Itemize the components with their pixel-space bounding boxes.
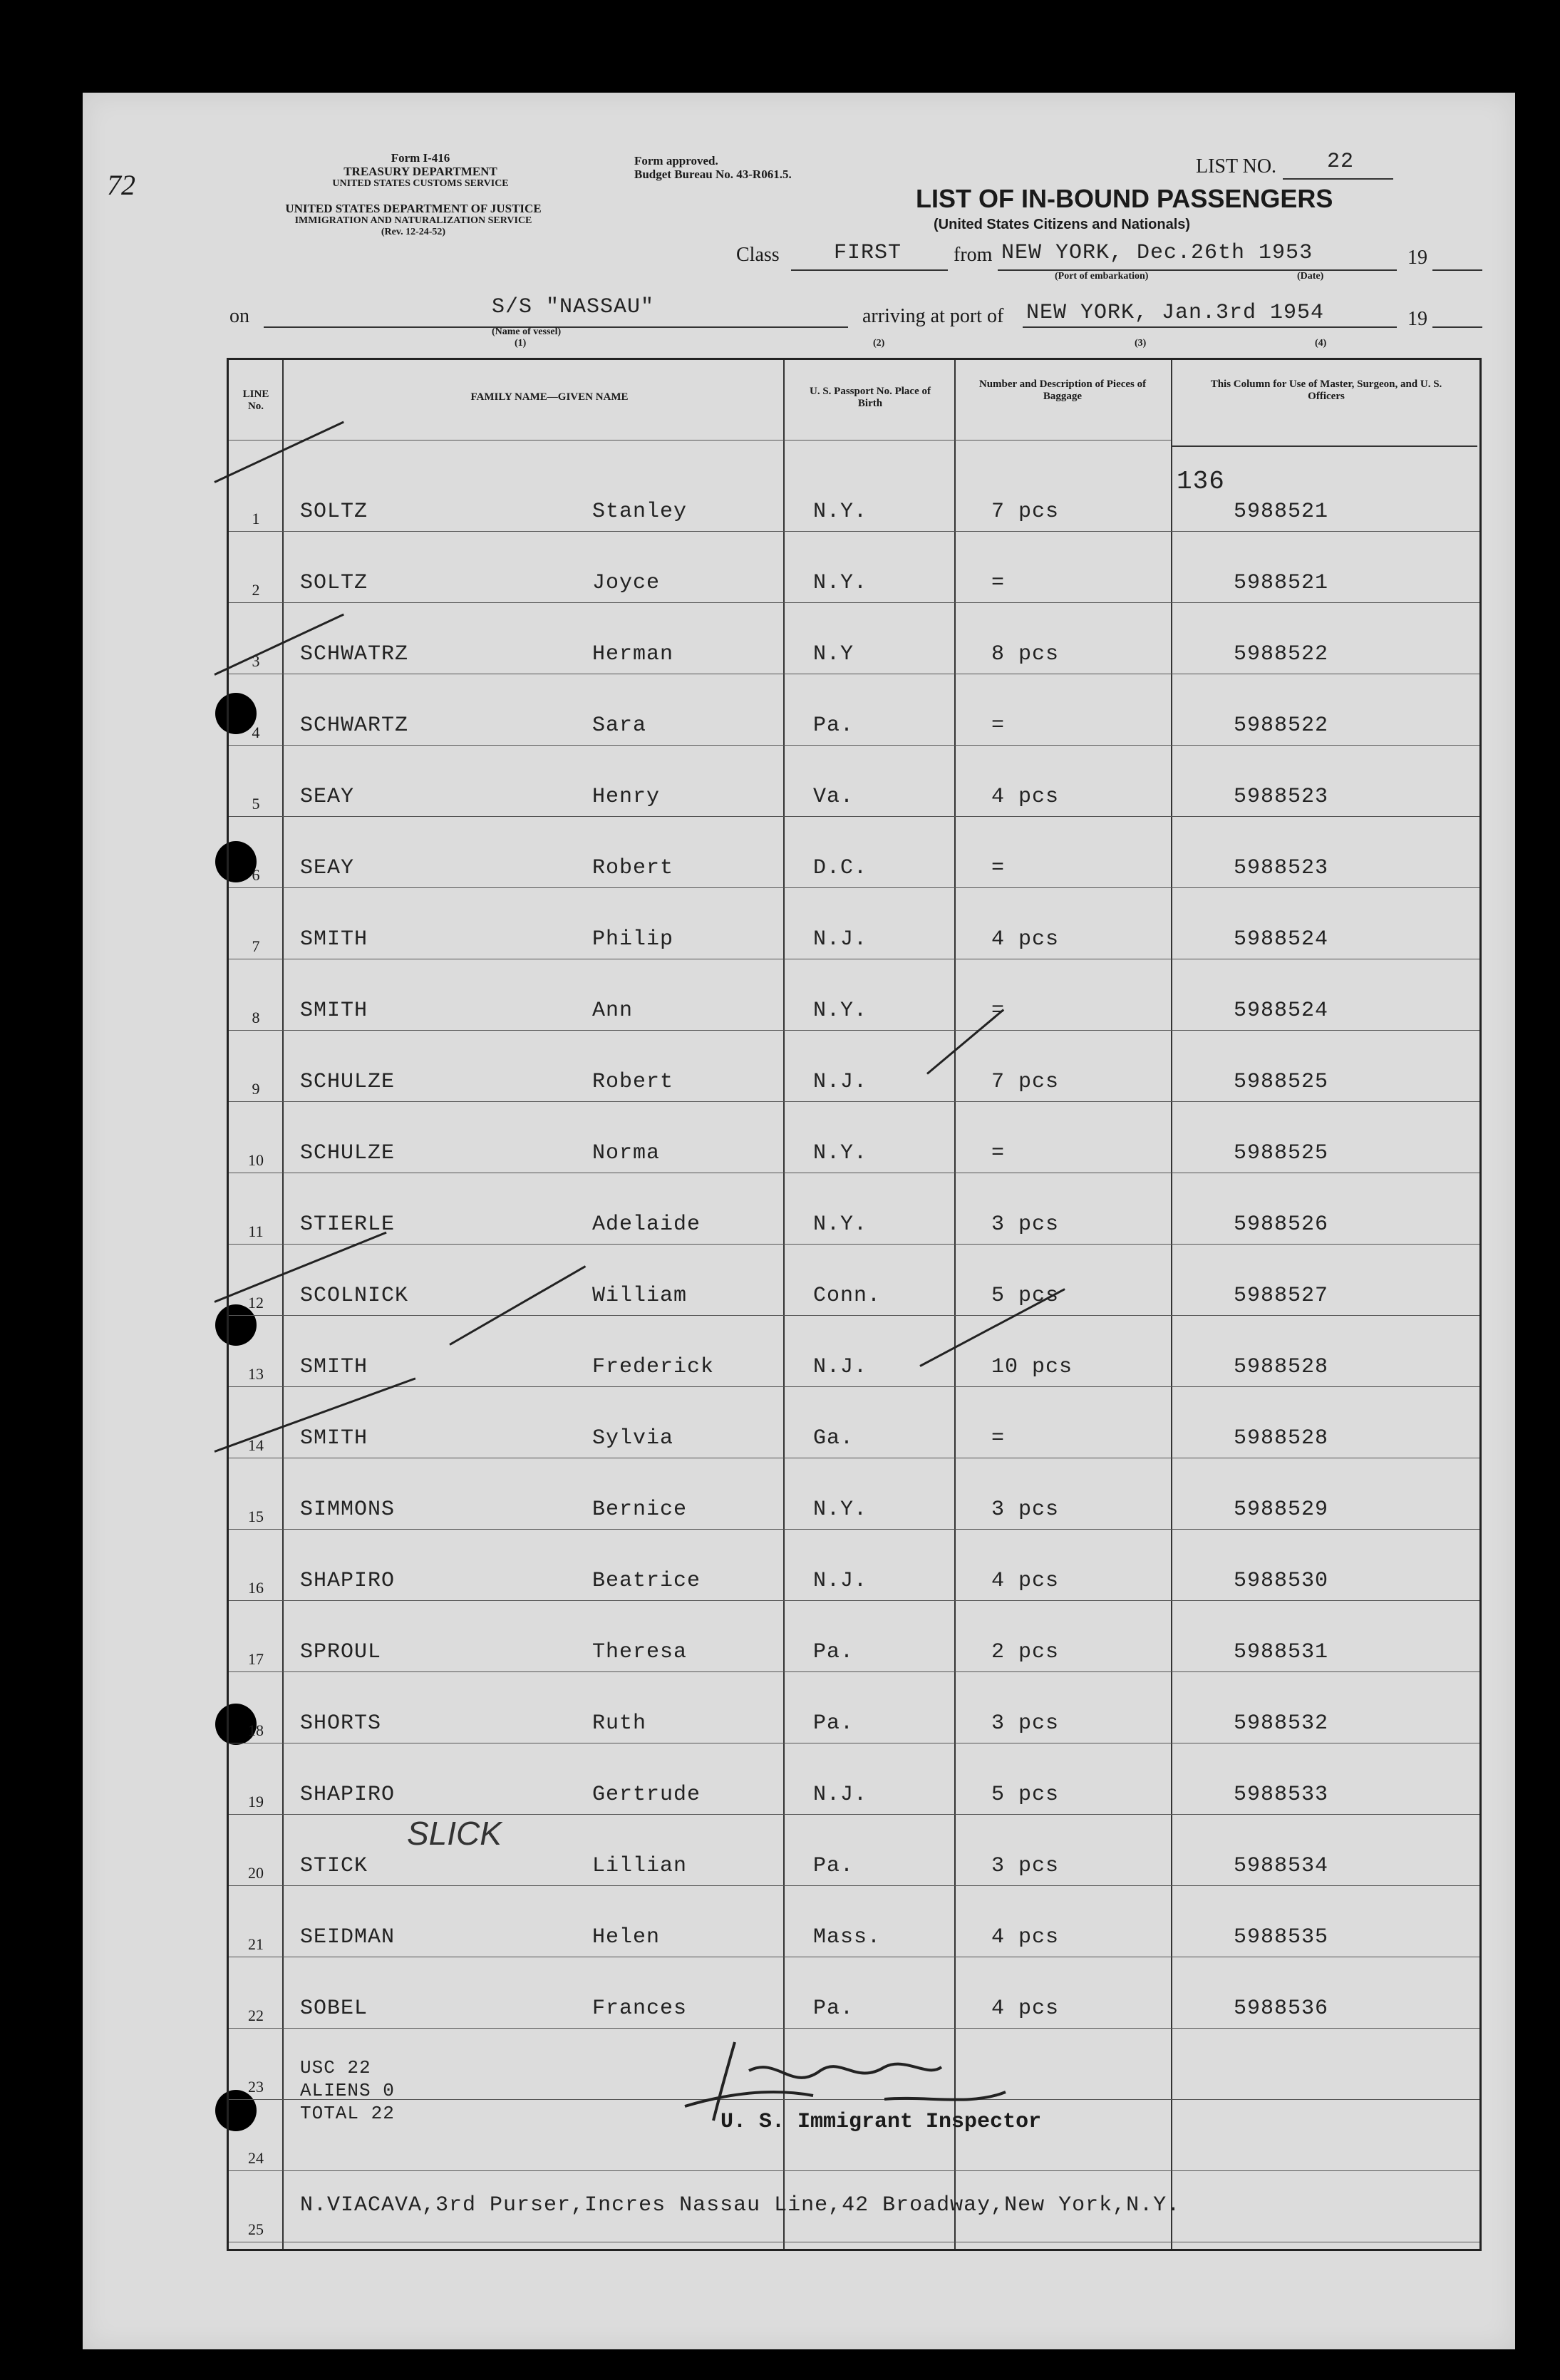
place-of-birth: N.Y. bbox=[813, 1498, 868, 1522]
col2-caption: (2) bbox=[873, 338, 885, 349]
place-of-birth: Ga. bbox=[813, 1426, 854, 1451]
place-of-birth: Conn. bbox=[813, 1284, 882, 1308]
list-label: LIST NO. bbox=[1196, 155, 1277, 177]
given-name: Philip bbox=[592, 927, 674, 952]
baggage: = bbox=[991, 1141, 1006, 1165]
summary-total: TOTAL 22 bbox=[300, 2103, 395, 2124]
officer-number: 5988530 bbox=[1234, 1569, 1329, 1593]
officer-number: 5988525 bbox=[1234, 1141, 1329, 1165]
line-number: 1 bbox=[252, 510, 260, 527]
place-of-birth: Pa. bbox=[813, 1854, 854, 1878]
line-number: 23 bbox=[248, 2078, 264, 2096]
place-of-birth: Pa. bbox=[813, 1640, 854, 1664]
line-number: 8 bbox=[252, 1009, 260, 1026]
given-name: Frederick bbox=[592, 1355, 715, 1379]
officer-number: 5988534 bbox=[1234, 1854, 1329, 1878]
given-name: Bernice bbox=[592, 1498, 688, 1522]
purser-line: N.VIACAVA,3rd Purser,Incres Nassau Line,42 Broadway,New York,N.Y. bbox=[300, 2193, 1181, 2217]
table-row bbox=[229, 1030, 1479, 1102]
line-number: 11 bbox=[248, 1222, 264, 1240]
line-number: 15 bbox=[248, 1508, 264, 1525]
place-of-birth: Va. bbox=[813, 785, 854, 809]
line-number: 17 bbox=[248, 1650, 264, 1668]
given-name: Sylvia bbox=[592, 1426, 674, 1451]
form-number: Form I-416 bbox=[391, 151, 450, 165]
baggage: = bbox=[991, 856, 1006, 880]
baggage: = bbox=[991, 999, 1006, 1023]
side-note: 136 bbox=[1177, 467, 1225, 496]
table-row bbox=[229, 531, 1479, 603]
ins-service: IMMIGRATION AND NATURALIZATION SERVICE bbox=[294, 215, 532, 226]
place-of-birth: N.Y bbox=[813, 642, 854, 666]
table-row bbox=[229, 1885, 1479, 1957]
handwritten-list-mark: 72 bbox=[107, 169, 135, 201]
family-name: SOBEL bbox=[300, 1997, 368, 2021]
place-of-birth: N.Y. bbox=[813, 500, 868, 524]
family-name: SCHULZE bbox=[300, 1070, 396, 1094]
officer-number: 5988526 bbox=[1234, 1212, 1329, 1237]
given-name: Norma bbox=[592, 1141, 661, 1165]
table-row bbox=[229, 887, 1479, 959]
given-name: Stanley bbox=[592, 500, 688, 524]
header-line-no: LINE No. bbox=[242, 388, 269, 412]
revision: (Rev. 12-24-52) bbox=[381, 227, 446, 237]
baggage: 4 pcs bbox=[991, 1997, 1060, 2021]
given-name: Henry bbox=[592, 785, 661, 809]
officer-number: 5988533 bbox=[1234, 1783, 1329, 1807]
family-name: SCHULZE bbox=[300, 1141, 396, 1165]
baggage: 10 pcs bbox=[991, 1355, 1073, 1379]
line-number: 5 bbox=[252, 795, 260, 813]
baggage: 5 pcs bbox=[991, 1284, 1060, 1308]
place-of-birth: N.J. bbox=[813, 1783, 868, 1807]
family-name: SEAY bbox=[300, 856, 355, 880]
table-row bbox=[229, 1101, 1479, 1173]
family-name: SIMMONS bbox=[300, 1498, 396, 1522]
given-name: Robert bbox=[592, 856, 674, 880]
approval-info bbox=[634, 154, 792, 181]
given-name: Herman bbox=[592, 642, 674, 666]
header-baggage: Number and Description of Pieces of Baggage bbox=[978, 378, 1147, 402]
officer-number: 5988523 bbox=[1234, 785, 1329, 809]
baggage: 3 pcs bbox=[991, 1212, 1060, 1237]
col4-caption: (4) bbox=[1315, 338, 1327, 349]
year-prefix-2: 19 bbox=[1407, 308, 1427, 330]
officer-number: 5988531 bbox=[1234, 1640, 1329, 1664]
baggage: = bbox=[991, 714, 1006, 738]
line-number: 25 bbox=[248, 2220, 264, 2238]
place-of-birth: N.J. bbox=[813, 1355, 868, 1379]
given-name: Lillian bbox=[592, 1854, 688, 1878]
table-row bbox=[229, 1173, 1479, 1245]
table-row bbox=[229, 602, 1479, 674]
line-number: 4 bbox=[252, 723, 260, 741]
header-name: FAMILY NAME—GIVEN NAME bbox=[470, 391, 629, 403]
table-row bbox=[229, 1458, 1479, 1530]
officer-number: 5988525 bbox=[1234, 1070, 1329, 1094]
family-name: SEIDMAN bbox=[300, 1925, 396, 1949]
place-of-birth: N.Y. bbox=[813, 999, 868, 1023]
from-value: NEW YORK, Dec.26th 1953 bbox=[1001, 241, 1313, 265]
family-name: STIERLE bbox=[300, 1212, 396, 1237]
summary-block bbox=[300, 2056, 395, 2125]
line-number: 2 bbox=[252, 581, 260, 599]
from-label: from bbox=[954, 244, 993, 266]
family-name: SHORTS bbox=[300, 1711, 382, 1736]
family-name: SCHWATRZ bbox=[300, 642, 409, 666]
given-name: Frances bbox=[592, 1997, 688, 2021]
line-number: 18 bbox=[248, 1721, 264, 1739]
table-row bbox=[229, 816, 1479, 888]
line-number: 20 bbox=[248, 1864, 264, 1882]
place-of-birth: N.Y. bbox=[813, 571, 868, 595]
table-row bbox=[229, 959, 1479, 1031]
family-name: SCHWARTZ bbox=[300, 714, 409, 738]
line-number: 21 bbox=[248, 1935, 264, 1953]
place-of-birth: N.J. bbox=[813, 1569, 868, 1593]
line-number: 3 bbox=[252, 652, 260, 670]
page-subtitle: (United States Citizens and Nationals) bbox=[934, 217, 1191, 232]
baggage: 4 pcs bbox=[991, 1925, 1060, 1949]
line-number: 24 bbox=[248, 2149, 264, 2167]
form-info bbox=[314, 151, 527, 190]
given-name: Gertrude bbox=[592, 1783, 701, 1807]
line-number: 12 bbox=[248, 1294, 264, 1312]
line-number: 19 bbox=[248, 1793, 264, 1810]
line-number: 9 bbox=[252, 1080, 260, 1098]
col1-caption: (1) bbox=[515, 338, 527, 349]
class-label: Class bbox=[736, 244, 780, 266]
place-of-birth: Pa. bbox=[813, 714, 854, 738]
baggage: 7 pcs bbox=[991, 500, 1060, 524]
table-row bbox=[229, 1244, 1479, 1316]
class-value: FIRST bbox=[834, 241, 902, 265]
line-number: 10 bbox=[248, 1151, 264, 1169]
officer-number: 5988521 bbox=[1234, 500, 1329, 524]
line-number: 13 bbox=[248, 1365, 264, 1383]
inspector-title: U. S. Immigrant Inspector bbox=[720, 2110, 1042, 2134]
baggage: 4 pcs bbox=[991, 785, 1060, 809]
customs-service: UNITED STATES CUSTOMS SERVICE bbox=[332, 178, 509, 189]
justice-dept: UNITED STATES DEPARTMENT OF JUSTICE bbox=[285, 202, 542, 215]
given-name: Beatrice bbox=[592, 1569, 701, 1593]
given-name: Adelaide bbox=[592, 1212, 701, 1237]
line-number: 14 bbox=[248, 1436, 264, 1454]
summary-usc: USC 22 bbox=[300, 2057, 371, 2078]
officer-number: 5988528 bbox=[1234, 1426, 1329, 1451]
baggage: = bbox=[991, 1426, 1006, 1451]
col3-caption: (3) bbox=[1135, 338, 1147, 349]
officer-number: 5988522 bbox=[1234, 642, 1329, 666]
baggage: 7 pcs bbox=[991, 1070, 1060, 1094]
line-number: 16 bbox=[248, 1579, 264, 1597]
table-row bbox=[229, 745, 1479, 817]
family-name: SOLTZ bbox=[300, 571, 368, 595]
officer-number: 5988521 bbox=[1234, 571, 1329, 595]
table-row bbox=[229, 674, 1479, 746]
family-name: SMITH bbox=[300, 999, 368, 1023]
list-number: 22 bbox=[1327, 150, 1355, 174]
given-name: Helen bbox=[592, 1925, 661, 1949]
passenger-table bbox=[227, 358, 1482, 2251]
table-row bbox=[229, 1600, 1479, 1672]
table-row bbox=[229, 1529, 1479, 1601]
family-name: SOLTZ bbox=[300, 500, 368, 524]
vessel-name: S/S "NASSAU" bbox=[492, 295, 655, 319]
arriving-label: arriving at port of bbox=[862, 305, 1004, 327]
family-name: SMITH bbox=[300, 927, 368, 952]
baggage: 8 pcs bbox=[991, 642, 1060, 666]
header-passport: U. S. Passport No. Place of Birth bbox=[810, 386, 931, 409]
family-name: SHAPIRO bbox=[300, 1569, 396, 1593]
given-name: Ann bbox=[592, 999, 634, 1023]
place-of-birth: N.Y. bbox=[813, 1141, 868, 1165]
officer-number: 5988524 bbox=[1234, 927, 1329, 952]
given-name: Theresa bbox=[592, 1640, 688, 1664]
officer-number: 5988535 bbox=[1234, 1925, 1329, 1949]
family-name: SHAPIRO bbox=[300, 1783, 396, 1807]
form-approved: Form approved. bbox=[634, 154, 718, 168]
baggage: 3 pcs bbox=[991, 1711, 1060, 1736]
budget-bureau: Budget Bureau No. 43-R061.5. bbox=[634, 168, 792, 181]
line-number: 22 bbox=[248, 2006, 264, 2024]
officer-number: 5988536 bbox=[1234, 1997, 1329, 2021]
officer-number: 5988524 bbox=[1234, 999, 1329, 1023]
handwritten-correction: SLICK bbox=[407, 1815, 502, 1852]
on-label: on bbox=[229, 305, 249, 327]
baggage: 3 pcs bbox=[991, 1498, 1060, 1522]
line-number: 7 bbox=[252, 937, 260, 955]
family-name: SMITH bbox=[300, 1426, 368, 1451]
officer-number: 5988522 bbox=[1234, 714, 1329, 738]
table-row bbox=[229, 1743, 1479, 1815]
year-prefix: 19 bbox=[1407, 247, 1427, 269]
given-name: Robert bbox=[592, 1070, 674, 1094]
family-name: SMITH bbox=[300, 1355, 368, 1379]
given-name: Ruth bbox=[592, 1711, 647, 1736]
officer-number: 5988529 bbox=[1234, 1498, 1329, 1522]
table-row bbox=[229, 1957, 1479, 2029]
line-number: 6 bbox=[252, 866, 260, 884]
baggage: 3 pcs bbox=[991, 1854, 1060, 1878]
table-row bbox=[229, 1671, 1479, 1743]
given-name: William bbox=[592, 1284, 688, 1308]
summary-aliens: ALIENS 0 bbox=[300, 2080, 395, 2101]
department: TREASURY DEPARTMENT bbox=[343, 165, 497, 178]
page-title: LIST OF IN-BOUND PASSENGERS bbox=[916, 184, 1333, 213]
place-of-birth: Mass. bbox=[813, 1925, 882, 1949]
officer-number: 5988527 bbox=[1234, 1284, 1329, 1308]
family-name: SPROUL bbox=[300, 1640, 382, 1664]
baggage: = bbox=[991, 571, 1006, 595]
date-caption: (Date) bbox=[1297, 271, 1324, 282]
place-of-birth: Pa. bbox=[813, 1711, 854, 1736]
table-row bbox=[229, 1315, 1479, 1387]
arrival-value: NEW YORK, Jan.3rd 1954 bbox=[1026, 301, 1325, 325]
baggage: 2 pcs bbox=[991, 1640, 1060, 1664]
place-of-birth: Pa. bbox=[813, 1997, 854, 2021]
place-of-birth: N.J. bbox=[813, 927, 868, 952]
officer-number: 5988532 bbox=[1234, 1711, 1329, 1736]
family-name: SCOLNICK bbox=[300, 1284, 409, 1308]
justice-info bbox=[228, 202, 599, 238]
table-row bbox=[229, 460, 1479, 532]
baggage: 4 pcs bbox=[991, 927, 1060, 952]
table-row bbox=[229, 1386, 1479, 1458]
family-name: STICK bbox=[300, 1854, 368, 1878]
header-officers: This Column for Use of Master, Surgeon, and U. S. Officers bbox=[1210, 378, 1442, 402]
place-of-birth: N.J. bbox=[813, 1070, 868, 1094]
place-of-birth: N.Y. bbox=[813, 1212, 868, 1237]
given-name: Joyce bbox=[592, 571, 661, 595]
officer-number: 5988528 bbox=[1234, 1355, 1329, 1379]
officer-number: 5988523 bbox=[1234, 856, 1329, 880]
place-of-birth: D.C. bbox=[813, 856, 868, 880]
family-name: SEAY bbox=[300, 785, 355, 809]
given-name: Sara bbox=[592, 714, 647, 738]
port-embark-caption: (Port of embarkation) bbox=[1055, 271, 1149, 282]
vessel-caption: (Name of vessel) bbox=[492, 326, 562, 337]
baggage: 5 pcs bbox=[991, 1783, 1060, 1807]
baggage: 4 pcs bbox=[991, 1569, 1060, 1593]
